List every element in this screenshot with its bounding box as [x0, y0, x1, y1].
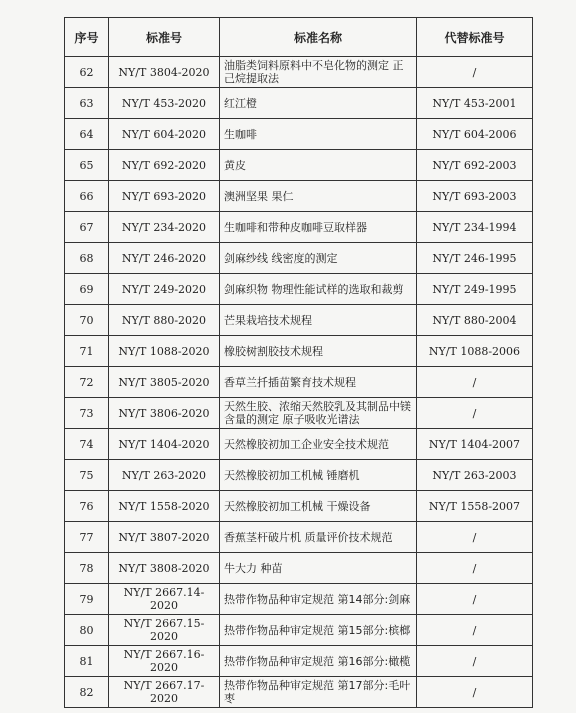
row-name: 香草兰扦插苗繁育技术规程: [220, 367, 417, 398]
row-code: NY/T 3807-2020: [109, 522, 220, 553]
row-code: NY/T 2667.15-2020: [109, 615, 220, 646]
row-seq: 82: [65, 677, 109, 708]
row-name: 牛大力 种苗: [220, 553, 417, 584]
row-name: 生咖啡和带种皮咖啡豆取样器: [220, 212, 417, 243]
table-row: [65, 212, 533, 243]
row-code: NY/T 3805-2020: [109, 367, 220, 398]
table-row: [65, 460, 533, 491]
table-row: [65, 429, 533, 460]
row-replaces: /: [417, 646, 533, 677]
row-replaces: NY/T 246-1995: [417, 243, 533, 274]
row-seq: 77: [65, 522, 109, 553]
table-row: [65, 367, 533, 398]
row-name: 红江橙: [220, 88, 417, 119]
table-row: [65, 119, 533, 150]
row-replaces: /: [417, 367, 533, 398]
row-code: NY/T 1404-2020: [109, 429, 220, 460]
table-row: [65, 522, 533, 553]
row-name: 油脂类饲料原料中不皂化物的测定 正己烷提取法: [220, 57, 417, 88]
row-code: NY/T 1088-2020: [109, 336, 220, 367]
row-code: NY/T 693-2020: [109, 181, 220, 212]
header-replaces: 代替标准号: [417, 18, 533, 57]
row-seq: 67: [65, 212, 109, 243]
table-row: [65, 305, 533, 336]
row-code: NY/T 880-2020: [109, 305, 220, 336]
row-replaces: /: [417, 57, 533, 88]
standards-table: [64, 17, 533, 708]
row-name: 热带作物品种审定规范 第15部分:槟榔: [220, 615, 417, 646]
row-replaces: NY/T 263-2003: [417, 460, 533, 491]
row-code: NY/T 3806-2020: [109, 398, 220, 429]
row-code: NY/T 3804-2020: [109, 57, 220, 88]
row-replaces: /: [417, 553, 533, 584]
row-replaces: /: [417, 522, 533, 553]
row-code: NY/T 453-2020: [109, 88, 220, 119]
table-row: [65, 491, 533, 522]
row-seq: 81: [65, 646, 109, 677]
row-name: 澳洲坚果 果仁: [220, 181, 417, 212]
table-row: [65, 398, 533, 429]
header-seq: 序号: [65, 18, 109, 57]
row-seq: 75: [65, 460, 109, 491]
row-name: 热带作物品种审定规范 第14部分:剑麻: [220, 584, 417, 615]
table-row: [65, 88, 533, 119]
table-row: [65, 181, 533, 212]
row-seq: 79: [65, 584, 109, 615]
row-code: NY/T 234-2020: [109, 212, 220, 243]
row-replaces: NY/T 453-2001: [417, 88, 533, 119]
row-seq: 80: [65, 615, 109, 646]
row-code: NY/T 2667.14-2020: [109, 584, 220, 615]
row-seq: 66: [65, 181, 109, 212]
row-code: NY/T 2667.17-2020: [109, 677, 220, 708]
table-row: [65, 615, 533, 646]
row-seq: 78: [65, 553, 109, 584]
row-replaces: /: [417, 398, 533, 429]
row-seq: 76: [65, 491, 109, 522]
row-code: NY/T 3808-2020: [109, 553, 220, 584]
row-replaces: NY/T 880-2004: [417, 305, 533, 336]
row-seq: 65: [65, 150, 109, 181]
row-seq: 64: [65, 119, 109, 150]
row-code: NY/T 2667.16-2020: [109, 646, 220, 677]
row-name: 芒果栽培技术规程: [220, 305, 417, 336]
row-code: NY/T 1558-2020: [109, 491, 220, 522]
table-row: [65, 57, 533, 88]
row-code: NY/T 692-2020: [109, 150, 220, 181]
row-name: 橡胶树割胶技术规程: [220, 336, 417, 367]
row-seq: 73: [65, 398, 109, 429]
row-replaces: NY/T 1088-2006: [417, 336, 533, 367]
table-row: [65, 150, 533, 181]
table-row: [65, 553, 533, 584]
row-code: NY/T 263-2020: [109, 460, 220, 491]
row-name: 香蕉茎杆破片机 质量评价技术规范: [220, 522, 417, 553]
table-row: [65, 243, 533, 274]
table-row: [65, 584, 533, 615]
row-code: NY/T 249-2020: [109, 274, 220, 305]
row-name: 剑麻织物 物理性能试样的选取和裁剪: [220, 274, 417, 305]
row-replaces: NY/T 249-1995: [417, 274, 533, 305]
row-replaces: NY/T 1404-2007: [417, 429, 533, 460]
row-seq: 70: [65, 305, 109, 336]
row-seq: 62: [65, 57, 109, 88]
row-replaces: NY/T 692-2003: [417, 150, 533, 181]
row-replaces: NY/T 234-1994: [417, 212, 533, 243]
row-replaces: NY/T 693-2003: [417, 181, 533, 212]
row-code: NY/T 604-2020: [109, 119, 220, 150]
table-row: [65, 646, 533, 677]
row-seq: 71: [65, 336, 109, 367]
row-name: 天然生胶、浓缩天然胶乳及其制品中镁含量的测定 原子吸收光谱法: [220, 398, 417, 429]
table-row: [65, 677, 533, 708]
row-replaces: /: [417, 615, 533, 646]
row-replaces: NY/T 1558-2007: [417, 491, 533, 522]
row-seq: 63: [65, 88, 109, 119]
row-name: 天然橡胶初加工机械 锤磨机: [220, 460, 417, 491]
row-name: 天然橡胶初加工机械 干燥设备: [220, 491, 417, 522]
row-code: NY/T 246-2020: [109, 243, 220, 274]
row-replaces: NY/T 604-2006: [417, 119, 533, 150]
header-code: 标准号: [109, 18, 220, 57]
row-name: 剑麻纱线 线密度的测定: [220, 243, 417, 274]
table-row: [65, 274, 533, 305]
row-seq: 69: [65, 274, 109, 305]
row-name: 天然橡胶初加工企业安全技术规范: [220, 429, 417, 460]
table-header-row: [65, 18, 533, 57]
row-seq: 68: [65, 243, 109, 274]
row-name: 热带作物品种审定规范 第16部分:橄榄: [220, 646, 417, 677]
row-name: 黄皮: [220, 150, 417, 181]
row-name: 热带作物品种审定规范 第17部分:毛叶枣: [220, 677, 417, 708]
row-replaces: /: [417, 584, 533, 615]
row-name: 生咖啡: [220, 119, 417, 150]
header-name: 标准名称: [220, 18, 417, 57]
row-seq: 74: [65, 429, 109, 460]
row-replaces: /: [417, 677, 533, 708]
row-seq: 72: [65, 367, 109, 398]
table-row: [65, 336, 533, 367]
